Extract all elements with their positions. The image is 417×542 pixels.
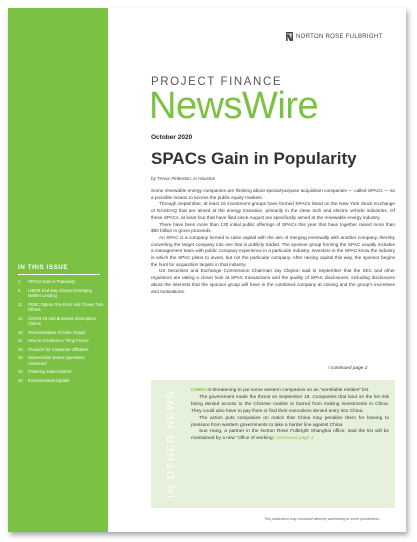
article-paragraph: US Securities and Exchange Commission Chairman Jay Clayton said in September that the SEC and other regulators are taking a closer look at SPAC transactions and the quality of SPAC disclosures, including disclosures about the interests that the sponsor group will have in the combined company at closing and the group's incentives and motivations. — [151, 268, 395, 294]
toc-item-title: FERC Opens One Door and Closes Two Others — [28, 301, 104, 312]
table-of-contents — [18, 279, 104, 383]
other-news-first-text: is threatening to put some western companies on an "unreliable entities" list. — [206, 388, 370, 393]
toc-item-title: Products for Corporate Offtakers — [28, 346, 89, 352]
toc-item[interactable] — [18, 330, 104, 335]
article-continued-link[interactable]: / continued page 2 — [328, 366, 368, 371]
toc-item[interactable] — [18, 378, 104, 383]
masthead-kicker: PROJECT FINANCE — [151, 76, 283, 88]
article-paragraph: Some renewable energy companies are thinking about special-purpose acquisition companies — called SPACs — as a possible means to access the public equity markets. — [151, 188, 395, 200]
in-this-issue-heading: IN THIS ISSUE — [18, 264, 69, 271]
other-news-paragraph: The action puts companies on notice that China may penalize them for bowing to pressure from western governments to take a harder line against China. — [191, 415, 389, 428]
other-news-lead-word: CHINA — [191, 388, 207, 393]
toc-item[interactable] — [18, 316, 104, 327]
other-news-last-text: Sun Hong, a partner in the Norton Rose Fulbright Shanghai office, said the list will be maintained by a new "office of working — [191, 429, 389, 442]
toc-item[interactable] — [18, 288, 104, 299]
toc-item[interactable] — [18, 355, 104, 366]
article-paragraph: An SPAC is a company formed to raise capital with the aim of merging eventually with another company, thereby converting the target company into one that is publicly traded. The sponsor group forming the SPAC usually includes a management team with public company experience in a particular industry. Investors in the SPAC know the industry in which the SPAC plans to invest, but not the particular company. After raising capital this way, the sponsor begins the hunt for acquisition targets in that industry. — [151, 234, 395, 267]
newsletter-page — [8, 8, 406, 532]
toc-item[interactable] — [18, 302, 104, 313]
nrf-logo-icon — [286, 32, 293, 41]
footer-disclaimer: This publication may constitute attorney advertising in some jurisdictions. — [264, 517, 380, 521]
toc-item[interactable] — [18, 279, 104, 284]
toc-item-page: 21 — [18, 338, 23, 344]
toc-item-title: Depreciation Bonus Questions Answered — [28, 355, 85, 366]
other-news-label: IN OTHER NEWS — [165, 390, 177, 498]
brand-name: NORTON ROSE FULBRIGHT — [296, 33, 383, 40]
sidebar — [8, 8, 108, 532]
toc-item-page: 11 — [18, 301, 23, 307]
other-news-continued-link[interactable]: / continued page 3 — [273, 436, 314, 442]
toc-item-page: 1 — [18, 279, 21, 284]
other-news-paragraph: The government made the threat on September 19. Companies that land on the list risk being denied access to the Chinese market or barred from making investments in China. They could also have to pay fines or find their executives denied entry into China. — [191, 394, 389, 414]
toc-item-title: COVID-19 and Business Interruption Claims — [28, 315, 96, 326]
toc-item-page: 32 — [18, 369, 23, 375]
toc-item-page: 25 — [18, 346, 23, 352]
toc-item[interactable] — [18, 369, 104, 374]
toc-item-title: LIBOR End May Disrupt Emerging Market Lending — [28, 287, 92, 298]
in-this-issue-rule — [18, 274, 100, 275]
toc-item-page: 28 — [18, 355, 23, 361]
article-body — [151, 188, 395, 295]
other-news-box — [151, 380, 395, 508]
toc-item-title: Powering Data Centers — [28, 369, 72, 375]
toc-item[interactable] — [18, 347, 104, 352]
article-headline: SPACs Gain in Popularity — [151, 149, 357, 168]
toc-item-page: 14 — [18, 315, 23, 321]
toc-item-page: 34 — [18, 377, 23, 383]
masthead-title: NewsWire — [149, 85, 319, 127]
article-paragraph: There have been more than 130 initial public offerings of SPACs this year that have together raised more than $50 billion in gross proceeds. — [151, 221, 395, 234]
article-paragraph: Through September, at least 16 investment groups have formed SPACs listed on the New York Stock Exchange or NASDAQ that are aimed at the energy transition, primarily in the clean tech and electric vehicle industries. Of these SPACs, at least four that have filed since August are specifically aimed at the renewable energy industry. — [151, 201, 395, 220]
article-byline: by Trevor Pinkerton, in Houston — [151, 176, 216, 181]
other-news-paragraph — [191, 388, 389, 395]
issue-date: October 2020 — [151, 134, 193, 141]
toc-item-page: 18 — [18, 329, 23, 335]
toc-item[interactable] — [18, 338, 104, 343]
toc-item-title: Environmental Update — [28, 377, 70, 383]
toc-item-title: How to Construct a "Ring Fence" — [28, 338, 90, 344]
toc-item-title: Overestimation of Solar Output — [28, 329, 86, 335]
other-news-body — [191, 388, 389, 443]
toc-item-page: 5 — [18, 287, 21, 293]
toc-item-title: SPACs Gain in Popularity — [28, 279, 76, 284]
other-news-paragraph — [191, 429, 389, 443]
brand-logo — [286, 32, 382, 41]
